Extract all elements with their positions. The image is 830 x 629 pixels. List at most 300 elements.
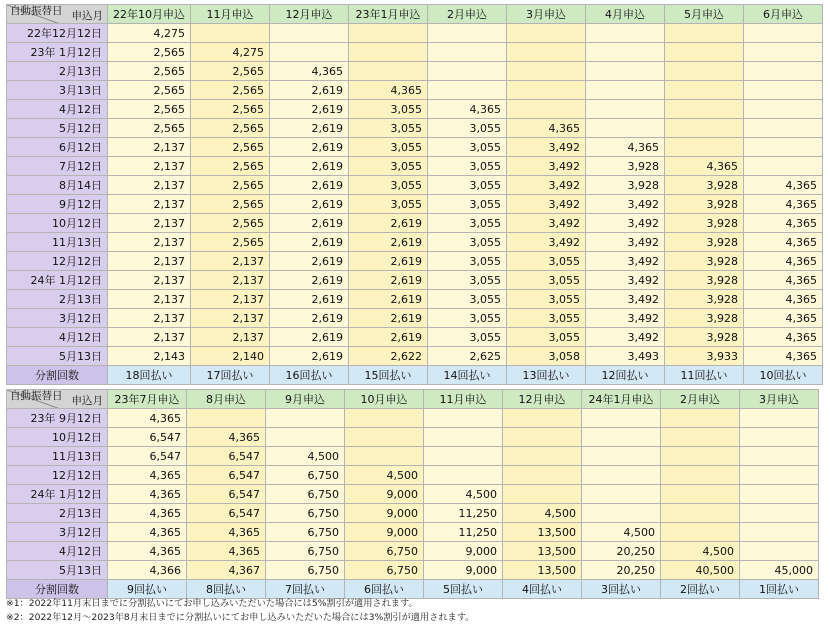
amount-cell xyxy=(266,428,345,447)
installment-count-cell: 8回払い xyxy=(187,580,266,599)
transfer-date-cell: 23年 1月12日 xyxy=(7,43,108,62)
amount-cell xyxy=(345,428,424,447)
amount-cell: 20,250 xyxy=(582,542,661,561)
column-header: 22年10月申込 xyxy=(108,5,191,24)
amount-cell: 4,365 xyxy=(108,485,187,504)
transfer-date-cell: 24年 1月12日 xyxy=(7,271,108,290)
amount-cell: 2,619 xyxy=(349,309,428,328)
amount-cell: 4,365 xyxy=(744,252,823,271)
amount-cell: 4,365 xyxy=(507,119,586,138)
transfer-date-cell: 10月12日 xyxy=(7,214,108,233)
amount-cell: 3,055 xyxy=(349,195,428,214)
amount-cell xyxy=(428,62,507,81)
amount-cell: 4,365 xyxy=(744,309,823,328)
amount-cell xyxy=(665,81,744,100)
amount-cell: 6,547 xyxy=(108,428,187,447)
table-row xyxy=(7,214,823,233)
amount-cell: 6,750 xyxy=(345,561,424,580)
transfer-date-cell: 5月13日 xyxy=(7,561,108,580)
amount-cell xyxy=(582,428,661,447)
amount-cell xyxy=(740,466,819,485)
table-row xyxy=(7,81,823,100)
amount-cell xyxy=(187,409,266,428)
amount-cell xyxy=(349,62,428,81)
amount-cell xyxy=(744,43,823,62)
amount-cell: 3,493 xyxy=(586,347,665,366)
column-header: 12月申込 xyxy=(503,390,582,409)
amount-cell: 4,365 xyxy=(187,542,266,561)
column-header: 4月申込 xyxy=(586,5,665,24)
amount-cell: 3,492 xyxy=(586,195,665,214)
column-header: 24年1月申込 xyxy=(582,390,661,409)
amount-cell: 3,492 xyxy=(507,214,586,233)
amount-cell xyxy=(744,138,823,157)
transfer-date-cell: 3月13日 xyxy=(7,81,108,100)
amount-cell: 4,500 xyxy=(503,504,582,523)
transfer-date-cell: 2月13日 xyxy=(7,62,108,81)
amount-cell xyxy=(665,43,744,62)
amount-cell: 3,055 xyxy=(507,328,586,347)
installment-count-label: 分割回数 xyxy=(7,580,108,599)
installment-count-cell: 17回払い xyxy=(191,366,270,385)
column-header: 3月申込 xyxy=(740,390,819,409)
amount-cell: 3,055 xyxy=(428,233,507,252)
amount-cell: 2,619 xyxy=(349,271,428,290)
header-row xyxy=(7,5,823,24)
column-header: 11月申込 xyxy=(424,390,503,409)
amount-cell xyxy=(266,409,345,428)
amount-cell: 3,492 xyxy=(586,214,665,233)
amount-cell xyxy=(582,409,661,428)
amount-cell: 3,928 xyxy=(665,195,744,214)
amount-cell: 3,492 xyxy=(507,157,586,176)
amount-cell: 3,055 xyxy=(349,119,428,138)
amount-cell: 3,055 xyxy=(349,138,428,157)
table-row xyxy=(7,485,819,504)
amount-cell: 4,365 xyxy=(270,62,349,81)
amount-cell: 2,137 xyxy=(108,309,191,328)
installment-count-cell: 12回払い xyxy=(586,366,665,385)
column-header: 23年7月申込 xyxy=(108,390,187,409)
amount-cell: 2,565 xyxy=(191,100,270,119)
amount-cell xyxy=(507,43,586,62)
table-row xyxy=(7,309,823,328)
amount-cell: 3,058 xyxy=(507,347,586,366)
amount-cell xyxy=(503,447,582,466)
amount-cell xyxy=(586,24,665,43)
amount-cell: 2,137 xyxy=(191,309,270,328)
amount-cell: 4,365 xyxy=(744,347,823,366)
column-header: 12月申込 xyxy=(270,5,349,24)
amount-cell xyxy=(428,24,507,43)
amount-cell: 3,492 xyxy=(586,233,665,252)
amount-cell: 3,928 xyxy=(665,271,744,290)
amount-cell: 4,500 xyxy=(582,523,661,542)
amount-cell xyxy=(191,24,270,43)
amount-cell: 6,750 xyxy=(266,561,345,580)
amount-cell: 2,565 xyxy=(108,119,191,138)
amount-cell: 2,619 xyxy=(270,176,349,195)
amount-cell: 2,619 xyxy=(270,119,349,138)
amount-cell: 3,055 xyxy=(349,100,428,119)
corner-label-date: 自動振替日 xyxy=(10,390,63,402)
amount-cell: 2,137 xyxy=(108,195,191,214)
amount-cell: 9,000 xyxy=(424,542,503,561)
amount-cell xyxy=(665,24,744,43)
amount-cell: 4,365 xyxy=(108,504,187,523)
amount-cell: 6,750 xyxy=(266,542,345,561)
amount-cell: 2,619 xyxy=(349,290,428,309)
footer-row xyxy=(7,366,823,385)
amount-cell: 3,055 xyxy=(428,138,507,157)
amount-cell: 2,565 xyxy=(191,233,270,252)
table-row xyxy=(7,195,823,214)
installment-count-label: 分割回数 xyxy=(7,366,108,385)
amount-cell xyxy=(503,409,582,428)
amount-cell xyxy=(661,428,740,447)
amount-cell xyxy=(744,100,823,119)
amount-cell: 4,500 xyxy=(266,447,345,466)
amount-cell xyxy=(740,428,819,447)
amount-cell: 2,619 xyxy=(349,214,428,233)
amount-cell xyxy=(744,81,823,100)
amount-cell: 3,055 xyxy=(428,290,507,309)
amount-cell: 4,365 xyxy=(744,195,823,214)
amount-cell: 2,619 xyxy=(270,252,349,271)
column-header: 3月申込 xyxy=(507,5,586,24)
amount-cell: 4,365 xyxy=(744,233,823,252)
amount-cell: 3,492 xyxy=(507,138,586,157)
amount-cell: 3,055 xyxy=(428,328,507,347)
amount-cell xyxy=(507,24,586,43)
amount-cell: 4,365 xyxy=(744,214,823,233)
installment-count-cell: 13回払い xyxy=(507,366,586,385)
amount-cell xyxy=(665,119,744,138)
transfer-date-cell: 6月12日 xyxy=(7,138,108,157)
amount-cell: 2,619 xyxy=(270,138,349,157)
amount-cell: 3,055 xyxy=(428,157,507,176)
column-header: 10月申込 xyxy=(345,390,424,409)
column-header: 11月申込 xyxy=(191,5,270,24)
amount-cell: 2,619 xyxy=(270,271,349,290)
transfer-date-cell: 10月12日 xyxy=(7,428,108,447)
amount-cell: 4,367 xyxy=(187,561,266,580)
table-row xyxy=(7,119,823,138)
amount-cell xyxy=(586,43,665,62)
amount-cell: 2,619 xyxy=(349,328,428,347)
amount-cell: 3,928 xyxy=(665,290,744,309)
amount-cell: 2,619 xyxy=(270,290,349,309)
amount-cell xyxy=(661,466,740,485)
amount-cell xyxy=(424,428,503,447)
amount-cell xyxy=(665,62,744,81)
amount-cell xyxy=(428,43,507,62)
amount-cell xyxy=(744,119,823,138)
amount-cell: 2,565 xyxy=(191,138,270,157)
amount-cell xyxy=(503,466,582,485)
amount-cell: 2,143 xyxy=(108,347,191,366)
amount-cell: 9,000 xyxy=(345,504,424,523)
amount-cell: 3,055 xyxy=(428,119,507,138)
installment-count-cell: 16回払い xyxy=(270,366,349,385)
corner-label-month: 申込月 xyxy=(71,10,103,22)
amount-cell: 2,619 xyxy=(270,81,349,100)
amount-cell xyxy=(428,81,507,100)
amount-cell: 3,928 xyxy=(665,233,744,252)
amount-cell: 2,137 xyxy=(108,271,191,290)
amount-cell xyxy=(586,100,665,119)
column-header: 2月申込 xyxy=(661,390,740,409)
table-row xyxy=(7,138,823,157)
transfer-date-cell: 12月12日 xyxy=(7,252,108,271)
table-row xyxy=(7,347,823,366)
amount-cell xyxy=(740,523,819,542)
amount-cell: 20,250 xyxy=(582,561,661,580)
corner-label-date: 自動振替日 xyxy=(10,5,63,17)
amount-cell: 13,500 xyxy=(503,542,582,561)
amount-cell: 2,565 xyxy=(108,43,191,62)
installment-table-1 xyxy=(6,4,823,385)
amount-cell xyxy=(345,447,424,466)
amount-cell: 2,137 xyxy=(191,328,270,347)
amount-cell: 4,500 xyxy=(345,466,424,485)
amount-cell: 2,137 xyxy=(108,157,191,176)
amount-cell xyxy=(740,542,819,561)
amount-cell: 4,365 xyxy=(744,176,823,195)
amount-cell: 4,365 xyxy=(744,328,823,347)
amount-cell: 4,275 xyxy=(191,43,270,62)
amount-cell: 3,055 xyxy=(507,290,586,309)
installment-count-cell: 9回払い xyxy=(108,580,187,599)
amount-cell: 3,492 xyxy=(586,328,665,347)
amount-cell xyxy=(507,62,586,81)
amount-cell: 3,055 xyxy=(507,309,586,328)
amount-cell xyxy=(503,428,582,447)
column-header: 5月申込 xyxy=(665,5,744,24)
amount-cell xyxy=(507,100,586,119)
column-header: 6月申込 xyxy=(744,5,823,24)
corner-header xyxy=(7,5,108,24)
amount-cell xyxy=(270,24,349,43)
table-row xyxy=(7,271,823,290)
amount-cell: 6,750 xyxy=(345,542,424,561)
table-row xyxy=(7,542,819,561)
amount-cell: 2,619 xyxy=(270,309,349,328)
amount-cell: 4,365 xyxy=(108,542,187,561)
amount-cell: 4,365 xyxy=(665,157,744,176)
amount-cell xyxy=(740,409,819,428)
amount-cell: 2,565 xyxy=(191,81,270,100)
amount-cell: 2,137 xyxy=(108,233,191,252)
amount-cell: 6,547 xyxy=(108,447,187,466)
amount-cell: 11,250 xyxy=(424,523,503,542)
amount-cell: 4,275 xyxy=(108,24,191,43)
amount-cell: 2,619 xyxy=(270,347,349,366)
transfer-date-cell: 2月13日 xyxy=(7,290,108,309)
amount-cell: 2,619 xyxy=(270,233,349,252)
amount-cell: 4,366 xyxy=(108,561,187,580)
transfer-date-cell: 11月13日 xyxy=(7,447,108,466)
table-row xyxy=(7,62,823,81)
amount-cell xyxy=(349,43,428,62)
amount-cell xyxy=(586,62,665,81)
transfer-date-cell: 7月12日 xyxy=(7,157,108,176)
table-row xyxy=(7,561,819,580)
table-row xyxy=(7,43,823,62)
installment-count-cell: 14回払い xyxy=(428,366,507,385)
amount-cell: 4,365 xyxy=(187,523,266,542)
amount-cell: 9,000 xyxy=(345,523,424,542)
amount-cell: 3,492 xyxy=(507,233,586,252)
amount-cell: 2,622 xyxy=(349,347,428,366)
amount-cell: 13,500 xyxy=(503,523,582,542)
table-row xyxy=(7,252,823,271)
amount-cell: 2,619 xyxy=(349,233,428,252)
amount-cell: 40,500 xyxy=(661,561,740,580)
amount-cell xyxy=(507,81,586,100)
amount-cell xyxy=(582,504,661,523)
amount-cell: 2,565 xyxy=(191,214,270,233)
amount-cell: 6,547 xyxy=(187,447,266,466)
amount-cell: 2,565 xyxy=(191,176,270,195)
amount-cell: 6,750 xyxy=(266,466,345,485)
transfer-date-cell: 5月13日 xyxy=(7,347,108,366)
column-header: 2月申込 xyxy=(428,5,507,24)
amount-cell: 2,565 xyxy=(108,62,191,81)
amount-cell: 3,492 xyxy=(586,290,665,309)
transfer-date-cell: 4月12日 xyxy=(7,100,108,119)
installment-count-cell: 10回払い xyxy=(744,366,823,385)
amount-cell: 6,750 xyxy=(266,504,345,523)
amount-cell: 6,547 xyxy=(187,466,266,485)
installment-count-cell: 15回払い xyxy=(349,366,428,385)
amount-cell xyxy=(661,409,740,428)
table-row xyxy=(7,447,819,466)
transfer-date-cell: 22年12月12日 xyxy=(7,24,108,43)
amount-cell xyxy=(744,62,823,81)
amount-cell xyxy=(665,100,744,119)
amount-cell xyxy=(740,447,819,466)
amount-cell: 3,055 xyxy=(507,252,586,271)
amount-cell xyxy=(740,504,819,523)
table-row xyxy=(7,428,819,447)
amount-cell: 2,619 xyxy=(270,100,349,119)
amount-cell: 3,928 xyxy=(665,214,744,233)
amount-cell: 2,137 xyxy=(191,290,270,309)
amount-cell: 3,055 xyxy=(428,176,507,195)
table-row xyxy=(7,290,823,309)
amount-cell: 2,137 xyxy=(108,176,191,195)
amount-cell: 2,619 xyxy=(270,157,349,176)
amount-cell: 4,365 xyxy=(108,409,187,428)
footer-row xyxy=(7,580,819,599)
amount-cell: 3,928 xyxy=(586,176,665,195)
amount-cell: 3,492 xyxy=(586,309,665,328)
amount-cell: 2,625 xyxy=(428,347,507,366)
amount-cell: 3,055 xyxy=(428,214,507,233)
amount-cell: 2,137 xyxy=(108,252,191,271)
amount-cell: 3,055 xyxy=(428,309,507,328)
table-row xyxy=(7,466,819,485)
transfer-date-cell: 4月12日 xyxy=(7,328,108,347)
amount-cell: 2,137 xyxy=(191,271,270,290)
transfer-date-cell: 24年 1月12日 xyxy=(7,485,108,504)
amount-cell: 3,492 xyxy=(586,252,665,271)
transfer-date-cell: 2月13日 xyxy=(7,504,108,523)
table-row xyxy=(7,100,823,119)
amount-cell xyxy=(661,485,740,504)
amount-cell: 2,137 xyxy=(108,214,191,233)
header-row xyxy=(7,390,819,409)
amount-cell: 2,137 xyxy=(108,328,191,347)
table-row xyxy=(7,504,819,523)
amount-cell: 2,140 xyxy=(191,347,270,366)
amount-cell: 2,565 xyxy=(191,119,270,138)
amount-cell: 2,565 xyxy=(108,100,191,119)
amount-cell: 3,055 xyxy=(349,157,428,176)
amount-cell xyxy=(270,43,349,62)
table-row xyxy=(7,233,823,252)
amount-cell: 3,055 xyxy=(428,195,507,214)
amount-cell: 4,365 xyxy=(187,428,266,447)
amount-cell: 4,365 xyxy=(108,466,187,485)
transfer-date-cell: 3月12日 xyxy=(7,309,108,328)
amount-cell: 3,055 xyxy=(507,271,586,290)
amount-cell: 4,500 xyxy=(424,485,503,504)
column-header: 23年1月申込 xyxy=(349,5,428,24)
amount-cell: 45,000 xyxy=(740,561,819,580)
footnote-1: ※1：2022年11月末日までに分割払いにてお申し込みいただいた場合には5%割引が適用されます。 xyxy=(6,598,418,609)
transfer-date-cell: 3月12日 xyxy=(7,523,108,542)
amount-cell xyxy=(744,24,823,43)
installment-count-cell: 18回払い xyxy=(108,366,191,385)
amount-cell: 4,500 xyxy=(661,542,740,561)
amount-cell: 2,137 xyxy=(108,138,191,157)
footnotes xyxy=(6,597,474,625)
amount-cell: 3,055 xyxy=(428,271,507,290)
amount-cell xyxy=(424,466,503,485)
amount-cell xyxy=(740,485,819,504)
amount-cell: 3,492 xyxy=(586,271,665,290)
amount-cell: 2,137 xyxy=(108,290,191,309)
amount-cell xyxy=(582,466,661,485)
amount-cell xyxy=(424,447,503,466)
amount-cell: 4,365 xyxy=(744,271,823,290)
column-header: 8月申込 xyxy=(187,390,266,409)
amount-cell: 3,933 xyxy=(665,347,744,366)
installment-count-cell: 6回払い xyxy=(345,580,424,599)
installment-count-cell: 1回払い xyxy=(740,580,819,599)
amount-cell: 2,565 xyxy=(108,81,191,100)
amount-cell xyxy=(661,504,740,523)
amount-cell xyxy=(744,157,823,176)
table-row xyxy=(7,24,823,43)
transfer-date-cell: 5月12日 xyxy=(7,119,108,138)
amount-cell: 3,492 xyxy=(507,195,586,214)
amount-cell: 3,928 xyxy=(665,328,744,347)
amount-cell xyxy=(582,447,661,466)
installment-count-cell: 7回払い xyxy=(266,580,345,599)
amount-cell: 13,500 xyxy=(503,561,582,580)
amount-cell: 6,750 xyxy=(266,523,345,542)
table-row xyxy=(7,176,823,195)
installment-count-cell: 5回払い xyxy=(424,580,503,599)
amount-cell: 2,565 xyxy=(191,62,270,81)
amount-cell: 2,619 xyxy=(349,252,428,271)
amount-cell xyxy=(586,119,665,138)
amount-cell xyxy=(582,485,661,504)
amount-cell xyxy=(665,138,744,157)
